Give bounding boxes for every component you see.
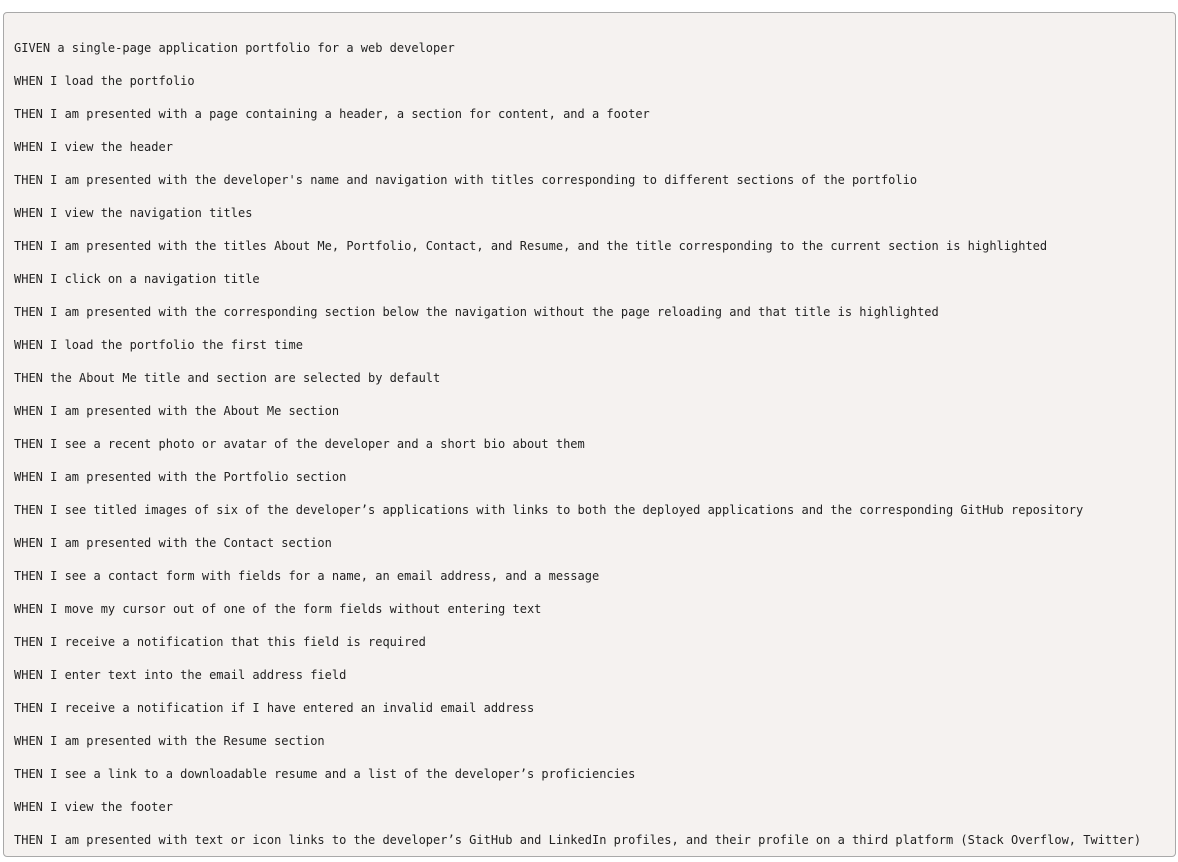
code-line: WHEN I am presented with the Resume section: [14, 734, 325, 748]
code-line: WHEN I load the portfolio: [14, 74, 195, 88]
code-line: THEN I am presented with text or icon links to the developer’s GitHub and LinkedIn profiles, and their profile on a third platform (Stack Overflow, Twitter): [14, 833, 1142, 847]
code-line: THEN I am presented with the developer's name and navigation with titles corresponding to different sections of the portfolio: [14, 173, 918, 187]
code-line: THEN I am presented with the corresponding section below the navigation without the page reloading and that title is highlighted: [14, 305, 939, 319]
code-line: THEN I am presented with a page containing a header, a section for content, and a footer: [14, 107, 650, 121]
code-line: THEN I am presented with the titles About Me, Portfolio, Contact, and Resume, and the title corresponding to the current section is highlighted: [14, 239, 1048, 253]
code-line: THEN the About Me title and section are selected by default: [14, 371, 441, 385]
code-line: THEN I see a recent photo or avatar of the developer and a short bio about them: [14, 437, 585, 451]
code-line: GIVEN a single-page application portfolio for a web developer: [14, 41, 455, 55]
code-line: WHEN I enter text into the email address field: [14, 668, 347, 682]
code-line: THEN I receive a notification if I have entered an invalid email address: [14, 701, 535, 715]
code-line: WHEN I view the footer: [14, 800, 173, 814]
code-line: WHEN I move my cursor out of one of the form fields without entering text: [14, 602, 542, 616]
code-line: WHEN I view the navigation titles: [14, 206, 253, 220]
code-line: THEN I see a link to a downloadable resume and a list of the developer’s proficiencies: [14, 767, 636, 781]
code-line: THEN I see titled images of six of the developer’s applications with links to both the deployed applications and the corresponding GitHub repository: [14, 503, 1084, 517]
code-line: WHEN I view the header: [14, 140, 173, 154]
code-line: WHEN I click on a navigation title: [14, 272, 260, 286]
code-line: THEN I receive a notification that this field is required: [14, 635, 426, 649]
code-line: WHEN I am presented with the About Me section: [14, 404, 340, 418]
code-line: WHEN I load the portfolio the first time: [14, 338, 303, 352]
code-line: WHEN I am presented with the Contact section: [14, 536, 332, 550]
code-line: THEN I see a contact form with fields for a name, an email address, and a message: [14, 569, 600, 583]
acceptance-criteria-code-block: [3, 12, 1176, 857]
code-line: WHEN I am presented with the Portfolio section: [14, 470, 347, 484]
